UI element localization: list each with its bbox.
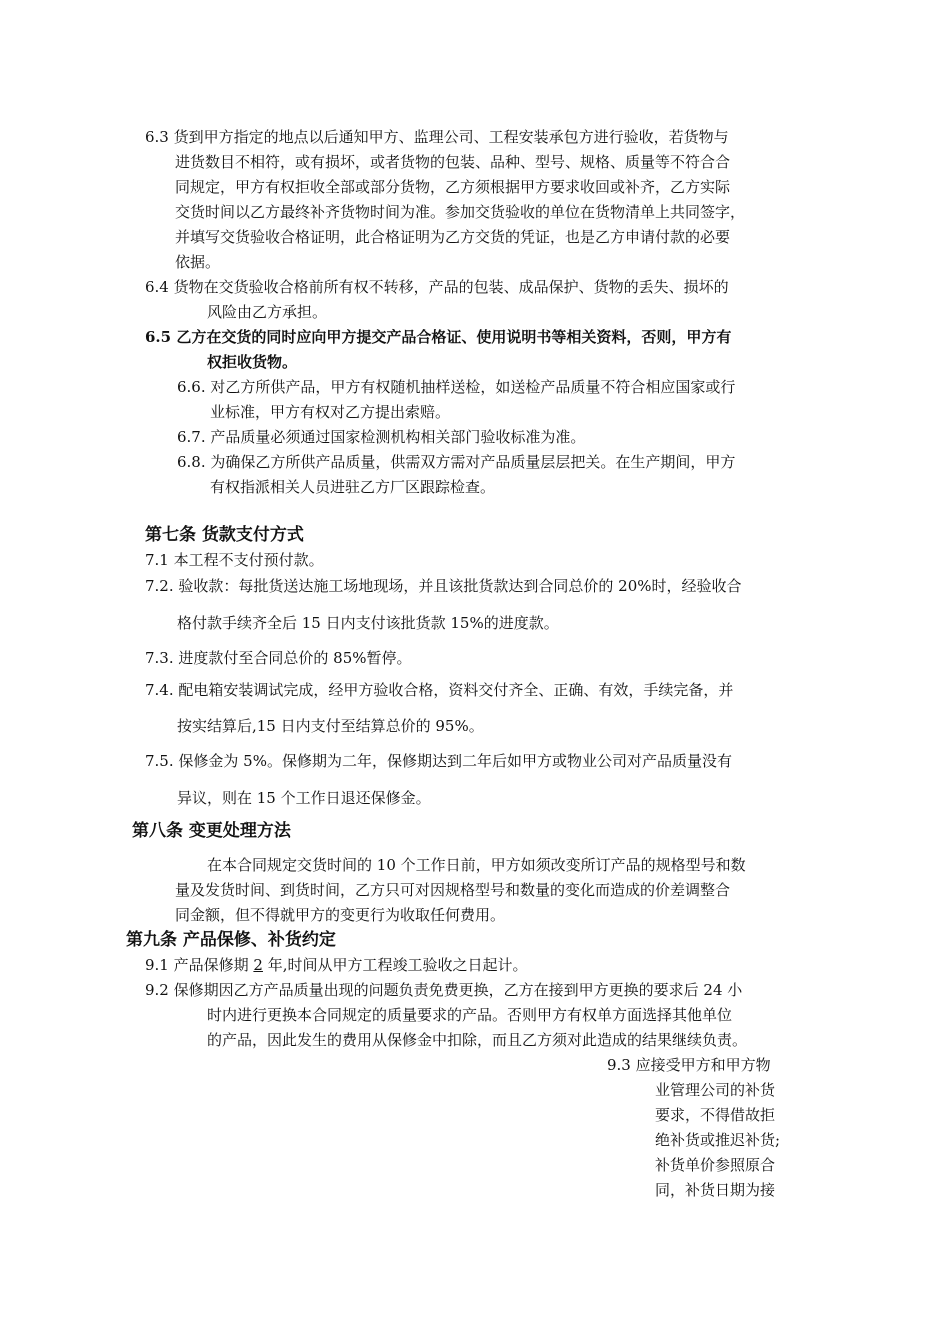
clause-6-3-line-6: 依据。 [175,253,221,271]
clause-7-5-line-1: 7.5. 保修金为 5%。保修期为二年，保修期达到二年后如甲方或物业公司对产品质量没有 [145,752,732,770]
clause-6-6-line-1: 6.6. 对乙方所供产品，甲方有权随机抽样送检，如送检产品质量不符合相应国家或行 [177,378,736,396]
clause-6-3-line-5: 并填写交货验收合格证明，此合格证明为乙方交货的凭证，也是乙方申请付款的必要 [175,228,731,246]
clause-9-3-line-4: 绝补货或推迟补货; [655,1131,781,1149]
clause-6-3-line-3: 同规定，甲方有权拒收全部或部分货物，乙方须根据甲方要求收回或补齐，乙方实际 [175,178,731,196]
section-8-heading: 第八条 变更处理方法 [132,821,291,841]
clause-7-2-line-1: 7.2. 验收款：每批货送达施工场地现场，并且该批货款达到合同总价的 20%时，经验收合 [145,577,742,595]
clause-9-3-line-6: 同，补货日期为接 [655,1181,776,1199]
clause-7-3: 7.3. 进度款付至合同总价的 85%暂停。 [145,649,412,667]
clause-6-7: 6.7. 产品质量必须通过国家检测机构相关部门验收标准为准。 [177,428,586,446]
clause-7-4-line-1: 7.4. 配电箱安装调试完成，经甲方验收合格，资料交付齐全、正确、有效，手续完备，并 [145,681,734,699]
clause-9-1-prefix: 9.1 产品保修期 [145,956,254,974]
clause-9-2-line-2: 时内进行更换本合同规定的质量要求的产品。否则甲方有权单方面选择其他单位 [207,1006,733,1024]
clause-6-5-line-2: 权拒收货物。 [207,353,298,371]
clause-7-1: 7.1 本工程不支付预付款。 [145,551,324,569]
clause-9-3-line-5: 补货单价参照原合 [655,1156,776,1174]
clause-6-3-line-4: 交货时间以乙方最终补齐货物时间为准。参加交货验收的单位在货物清单上共同签字， [175,203,746,221]
clause-9-1 [145,955,528,975]
clause-9-2-line-3: 的产品，因此发生的费用从保修金中扣除，而且乙方须对此造成的结果继续负责。 [207,1031,748,1049]
clause-7-4-line-2: 按实结算后,15 日内支付至结算总价的 95%。 [177,717,484,735]
clause-9-3-line-2: 业管理公司的补货 [655,1081,776,1099]
clause-7-5-line-2: 异议，则在 15 个工作日退还保修金。 [177,789,431,807]
section-8-line-2: 量及发货时间、到货时间，乙方只可对因规格型号和数量的变化而造成的价差调整合 [175,881,731,899]
clause-6-4-line-2: 风险由乙方承担。 [207,303,328,321]
clause-6-6-line-2: 业标准，甲方有权对乙方提出索赔。 [210,403,451,421]
clause-6-3-line-1: 6.3 货到甲方指定的地点以后通知甲方、监理公司、工程安装承包方进行验收，若货物与 [145,128,729,146]
clause-6-8-line-2: 有权指派相关人员进驻乙方厂区跟踪检查。 [210,478,496,496]
clause-9-1-suffix: 年,时间从甲方工程竣工验收之日起计。 [262,956,528,974]
clause-9-2-line-1: 9.2 保修期因乙方产品质量出现的问题负责免费更换，乙方在接到甲方更换的要求后 24 小 [145,981,743,999]
clause-6-3-line-2: 进货数目不相符，或有损坏，或者货物的包装、品种、型号、规格、质量等不符合合 [175,153,731,171]
clause-6-8-line-1: 6.8. 为确保乙方所供产品质量，供需双方需对产品质量层层把关。在生产期间，甲方 [177,453,736,471]
section-7-heading: 第七条 货款支付方式 [145,525,304,545]
clause-9-3-line-3: 要求，不得借故拒 [655,1106,776,1124]
section-8-line-3: 同金额，但不得就甲方的变更行为收取任何费用。 [175,906,506,924]
section-9-heading: 第九条 产品保修、补货约定 [126,930,336,950]
clause-6-5-line-1: 6.5 乙方在交货的同时应向甲方提交产品合格证、使用说明书等相关资料，否则，甲方有 [145,328,732,346]
clause-9-3-line-1: 9.3 应接受甲方和甲方物 [607,1056,771,1074]
warranty-years: 2 [253,956,263,974]
section-8-line-1: 在本合同规定交货时间的 10 个工作日前，甲方如须改变所订产品的规格型号和数 [207,856,746,874]
clause-6-4-line-1: 6.4 货物在交货验收合格前所有权不转移，产品的包装、成品保护、货物的丢失、损坏的 [145,278,729,296]
clause-7-2-line-2: 格付款手续齐全后 15 日内支付该批货款 15%的进度款。 [177,614,559,632]
